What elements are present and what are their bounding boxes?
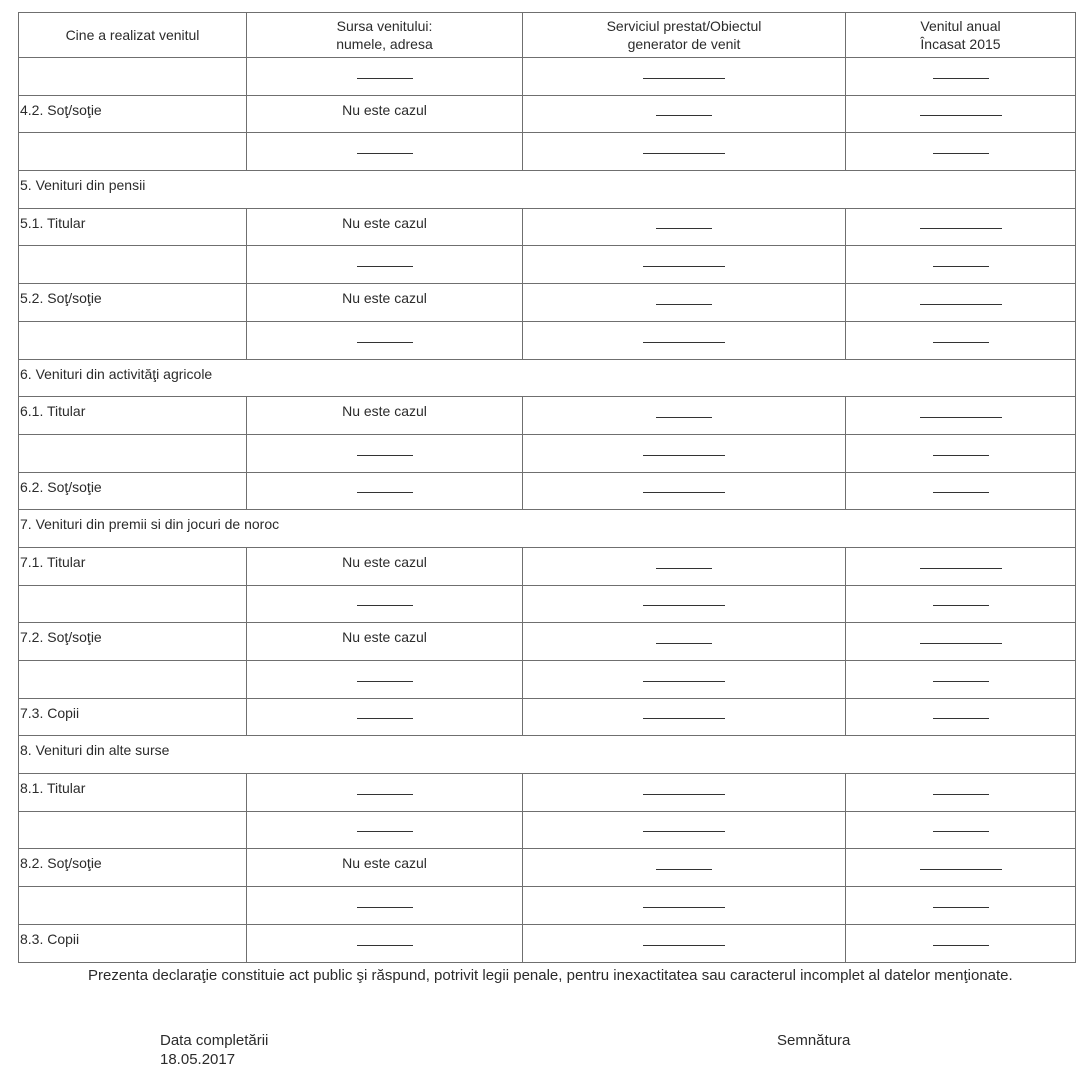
- section-row: [19, 510, 1076, 548]
- empty-dash: [656, 417, 712, 418]
- table-row: [19, 924, 1076, 962]
- table-row: [19, 774, 1076, 812]
- empty-dash: [357, 718, 413, 719]
- amount-cell: [846, 246, 1076, 284]
- empty-dash: [643, 794, 725, 795]
- empty-dash: [920, 115, 1002, 116]
- table-row: [19, 246, 1076, 284]
- empty-dash: [920, 304, 1002, 305]
- declaration-body: Prezenta declaraţie constituie act public şi răspund, potrivit legii penale, pentru inexactitatea sau caracterul incomplet al datelor menţionate.: [88, 967, 1013, 984]
- amount-cell: [846, 924, 1076, 962]
- source-cell: [247, 321, 523, 359]
- source-cell: [247, 58, 523, 96]
- date-block: [160, 1031, 268, 1069]
- source-cell: [247, 698, 523, 736]
- section-title: 7. Venituri din premii si din jocuri de noroc: [19, 510, 1076, 548]
- source-cell: [247, 434, 523, 472]
- earner-cell: [19, 434, 247, 472]
- header-cell: [247, 13, 523, 58]
- empty-dash: [643, 455, 725, 456]
- service-cell: [523, 547, 846, 585]
- header-cell: Cine a realizat venitul: [19, 13, 247, 58]
- service-cell: [523, 246, 846, 284]
- service-cell: [523, 472, 846, 510]
- table-row: [19, 887, 1076, 925]
- service-cell: [523, 95, 846, 133]
- amount-cell: [846, 397, 1076, 435]
- section-title: 6. Venituri din activităţi agricole: [19, 359, 1076, 397]
- header-line: generator de venit: [627, 36, 741, 52]
- empty-dash: [357, 78, 413, 79]
- source-cell: [247, 887, 523, 925]
- source-cell: Nu este cazul: [247, 849, 523, 887]
- empty-dash: [357, 455, 413, 456]
- source-cell: Nu este cazul: [247, 95, 523, 133]
- service-cell: [523, 434, 846, 472]
- source-cell: [247, 774, 523, 812]
- section-row: [19, 359, 1076, 397]
- source-cell: Nu este cazul: [247, 208, 523, 246]
- income-table: [18, 12, 1076, 963]
- empty-dash: [643, 831, 725, 832]
- source-cell: [247, 924, 523, 962]
- table-header-row: [19, 13, 1076, 58]
- empty-dash: [357, 342, 413, 343]
- header-line: numele, adresa: [336, 36, 433, 52]
- empty-dash: [933, 794, 989, 795]
- empty-dash: [933, 455, 989, 456]
- amount-cell: [846, 133, 1076, 171]
- table-row: [19, 585, 1076, 623]
- source-cell: [247, 472, 523, 510]
- empty-dash: [357, 831, 413, 832]
- amount-cell: [846, 321, 1076, 359]
- table-row: [19, 58, 1076, 96]
- table-row: [19, 434, 1076, 472]
- earner-cell: 7.1. Titular: [19, 547, 247, 585]
- service-cell: [523, 284, 846, 322]
- table-row: [19, 811, 1076, 849]
- header-line: Încasat 2015: [920, 36, 1001, 52]
- empty-dash: [643, 681, 725, 682]
- earner-cell: 5.2. Soţ/soţie: [19, 284, 247, 322]
- table-row: [19, 133, 1076, 171]
- service-cell: [523, 208, 846, 246]
- amount-cell: [846, 284, 1076, 322]
- source-cell: Nu este cazul: [247, 547, 523, 585]
- empty-dash: [357, 907, 413, 908]
- amount-cell: [846, 58, 1076, 96]
- empty-dash: [933, 681, 989, 682]
- earner-cell: 6.2. Soţ/soţie: [19, 472, 247, 510]
- source-cell: Nu este cazul: [247, 623, 523, 661]
- source-cell: Nu este cazul: [247, 397, 523, 435]
- empty-dash: [656, 869, 712, 870]
- earner-cell: 8.1. Titular: [19, 774, 247, 812]
- section-title: 8. Venituri din alte surse: [19, 736, 1076, 774]
- empty-dash: [920, 869, 1002, 870]
- empty-dash: [643, 78, 725, 79]
- table-row: [19, 321, 1076, 359]
- source-cell: [247, 585, 523, 623]
- earner-cell: 7.2. Soţ/soţie: [19, 623, 247, 661]
- source-cell: Nu este cazul: [247, 284, 523, 322]
- earner-cell: [19, 661, 247, 699]
- empty-dash: [933, 605, 989, 606]
- source-cell: [247, 246, 523, 284]
- empty-dash: [920, 568, 1002, 569]
- amount-cell: [846, 661, 1076, 699]
- empty-dash: [933, 266, 989, 267]
- service-cell: [523, 887, 846, 925]
- service-cell: [523, 661, 846, 699]
- empty-dash: [656, 304, 712, 305]
- empty-dash: [357, 266, 413, 267]
- date-label: Data completării: [160, 1032, 269, 1049]
- empty-dash: [656, 228, 712, 229]
- empty-dash: [357, 153, 413, 154]
- earner-cell: [19, 133, 247, 171]
- service-cell: [523, 924, 846, 962]
- amount-cell: [846, 95, 1076, 133]
- empty-dash: [656, 643, 712, 644]
- earner-cell: 4.2. Soţ/soţie: [19, 95, 247, 133]
- earner-cell: 8.3. Copii: [19, 924, 247, 962]
- service-cell: [523, 811, 846, 849]
- table-row: [19, 472, 1076, 510]
- empty-dash: [643, 605, 725, 606]
- table-row: [19, 661, 1076, 699]
- earner-cell: [19, 321, 247, 359]
- table-row: [19, 95, 1076, 133]
- earner-cell: [19, 887, 247, 925]
- empty-dash: [920, 228, 1002, 229]
- empty-dash: [656, 568, 712, 569]
- amount-cell: [846, 547, 1076, 585]
- service-cell: [523, 397, 846, 435]
- empty-dash: [933, 945, 989, 946]
- empty-dash: [643, 907, 725, 908]
- source-cell: [247, 661, 523, 699]
- earner-cell: [19, 246, 247, 284]
- amount-cell: [846, 849, 1076, 887]
- source-cell: [247, 133, 523, 171]
- table-row: [19, 849, 1076, 887]
- empty-dash: [933, 907, 989, 908]
- empty-dash: [933, 831, 989, 832]
- date-value: 18.05.2017: [160, 1051, 236, 1068]
- empty-dash: [357, 681, 413, 682]
- earner-cell: 5.1. Titular: [19, 208, 247, 246]
- amount-cell: [846, 811, 1076, 849]
- amount-cell: [846, 472, 1076, 510]
- table-body: [19, 58, 1076, 963]
- table-row: [19, 547, 1076, 585]
- section-title: 5. Venituri din pensii: [19, 171, 1076, 209]
- header-line: Serviciul prestat/Obiectul: [606, 18, 762, 34]
- empty-dash: [357, 605, 413, 606]
- amount-cell: [846, 434, 1076, 472]
- empty-dash: [643, 266, 725, 267]
- service-cell: [523, 623, 846, 661]
- header-line: Venitul anual: [920, 18, 1001, 34]
- header-line: Sursa venitului:: [336, 18, 433, 34]
- table-row: [19, 284, 1076, 322]
- earner-cell: [19, 811, 247, 849]
- empty-dash: [656, 115, 712, 116]
- table-row: [19, 397, 1076, 435]
- empty-dash: [920, 417, 1002, 418]
- service-cell: [523, 321, 846, 359]
- table-row: [19, 208, 1076, 246]
- table-row: [19, 698, 1076, 736]
- empty-dash: [933, 153, 989, 154]
- amount-cell: [846, 623, 1076, 661]
- table-row: [19, 623, 1076, 661]
- empty-dash: [357, 492, 413, 493]
- service-cell: [523, 698, 846, 736]
- empty-dash: [643, 718, 725, 719]
- empty-dash: [920, 643, 1002, 644]
- service-cell: [523, 133, 846, 171]
- empty-dash: [933, 342, 989, 343]
- amount-cell: [846, 698, 1076, 736]
- service-cell: [523, 774, 846, 812]
- empty-dash: [357, 945, 413, 946]
- source-cell: [247, 811, 523, 849]
- earner-cell: [19, 58, 247, 96]
- amount-cell: [846, 887, 1076, 925]
- empty-dash: [643, 342, 725, 343]
- amount-cell: [846, 585, 1076, 623]
- empty-dash: [643, 153, 725, 154]
- earner-cell: 6.1. Titular: [19, 397, 247, 435]
- empty-dash: [933, 718, 989, 719]
- amount-cell: [846, 208, 1076, 246]
- earner-cell: 7.3. Copii: [19, 698, 247, 736]
- empty-dash: [643, 945, 725, 946]
- declaration-text: [18, 965, 1075, 986]
- service-cell: [523, 849, 846, 887]
- empty-dash: [643, 492, 725, 493]
- empty-dash: [933, 492, 989, 493]
- empty-dash: [357, 794, 413, 795]
- signature-label: Semnătura: [777, 1032, 851, 1049]
- earner-cell: [19, 585, 247, 623]
- section-row: [19, 736, 1076, 774]
- service-cell: [523, 585, 846, 623]
- header-cell: [523, 13, 846, 58]
- section-row: [19, 171, 1076, 209]
- header-cell: [846, 13, 1076, 58]
- service-cell: [523, 58, 846, 96]
- amount-cell: [846, 774, 1076, 812]
- empty-dash: [933, 78, 989, 79]
- earner-cell: 8.2. Soţ/soţie: [19, 849, 247, 887]
